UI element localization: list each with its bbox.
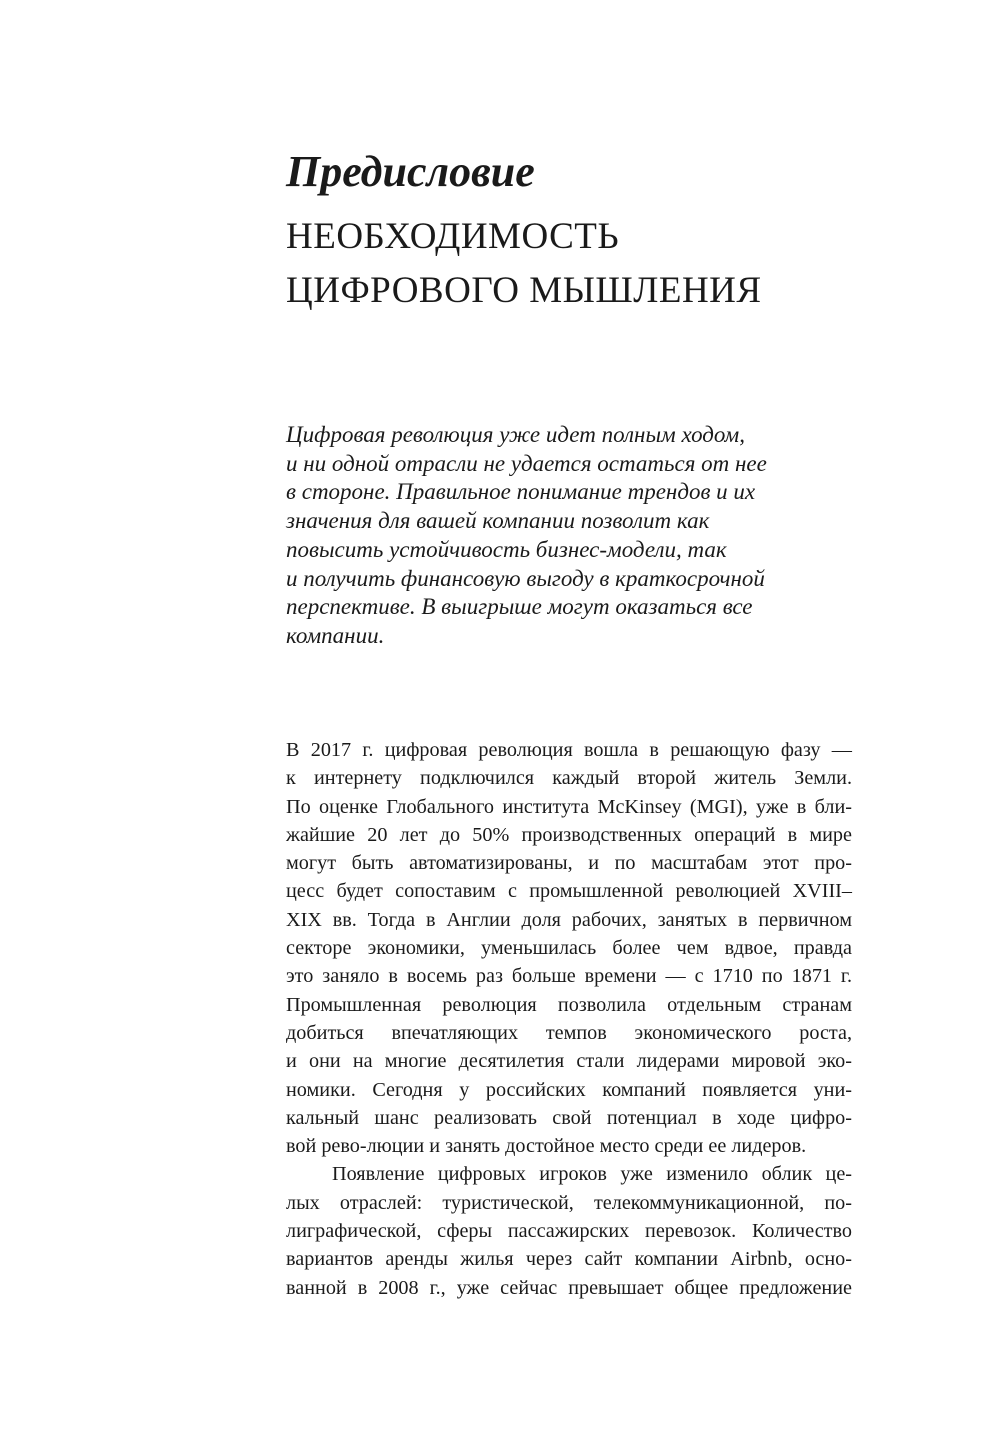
- body-line: XIX вв. Тогда в Англии доля рабочих, занятых в первичном: [286, 908, 852, 931]
- epigraph: [286, 421, 846, 651]
- body-line: По оценке Глобального института McKinsey (MGI), уже в бли-: [286, 795, 852, 818]
- body-line: ванной в 2008 г., уже сейчас превышает общее предложение: [286, 1276, 852, 1299]
- epigraph-line: перспективе. В выигрыше могут оказаться все: [286, 594, 753, 620]
- chapter-title-line: ЦИФРОВОГО МЫШЛЕНИЯ: [286, 270, 762, 311]
- epigraph-line: и получить финансовую выгоду в краткосрочной: [286, 565, 765, 591]
- body-line: к интернету подключился каждый второй житель Земли.: [286, 767, 852, 790]
- paragraph-2: [286, 1160, 852, 1301]
- epigraph-line: повысить устойчивость бизнес-модели, так: [286, 536, 727, 562]
- body-line: секторе экономики, уменьшилась более чем вдвое, правда: [286, 937, 852, 960]
- chapter-title-line: НЕОБХОДИМОСТЬ: [286, 216, 620, 257]
- epigraph-line: Цифровая революция уже идет полным ходом,: [286, 422, 745, 447]
- body-line: Промышленная революция позволила отдельным странам: [286, 993, 852, 1016]
- body-line: вариантов аренды жилья через сайт компании Airbnb, осно-: [286, 1248, 852, 1271]
- paragraph-1: [286, 736, 852, 1160]
- body-line: могут быть автоматизированы, и по масштабам этот про-: [286, 852, 852, 875]
- body-line: лых отраслей: туристической, телекоммуникационной, по-: [286, 1191, 852, 1214]
- body-line: В 2017 г. цифровая революция вошла в решающую фазу —: [286, 739, 852, 761]
- body-line: это заняло в восемь раз больше времени — с 1710 по 1871 г.: [286, 965, 852, 988]
- epigraph-line: компании.: [286, 622, 385, 648]
- body-text: [286, 736, 852, 1302]
- epigraph-line: и ни одной отрасли не удается остаться от нее: [286, 450, 767, 476]
- chapter-title: [286, 210, 762, 318]
- epigraph-line: значения для вашей компании позволит как: [286, 508, 710, 534]
- body-line: цесс будет сопоставим с промышленной революцией XVIII–: [286, 880, 852, 903]
- body-line: и они на многие десятилетия стали лидерами мировой эко-: [286, 1050, 852, 1073]
- body-line: кальный шанс реализовать свой потенциал в ходе цифро-: [286, 1106, 852, 1129]
- body-line: вой рево-люции и занять достойное место среди ее лидеров.: [286, 1135, 807, 1158]
- body-line: добиться впечатляющих темпов экономического роста,: [286, 1021, 852, 1044]
- body-line: Появление цифровых игроков уже изменило облик це-: [332, 1163, 852, 1186]
- chapter-label: Предисловие: [286, 147, 535, 196]
- body-line: номики. Сегодня у российских компаний появляется уни-: [286, 1078, 852, 1101]
- epigraph-line: в стороне. Правильное понимание трендов и их: [286, 479, 756, 505]
- body-line: лиграфической, сферы пассажирских перевозок. Количество: [286, 1220, 852, 1243]
- body-line: жайшие 20 лет до 50% производственных операций в мире: [286, 823, 852, 846]
